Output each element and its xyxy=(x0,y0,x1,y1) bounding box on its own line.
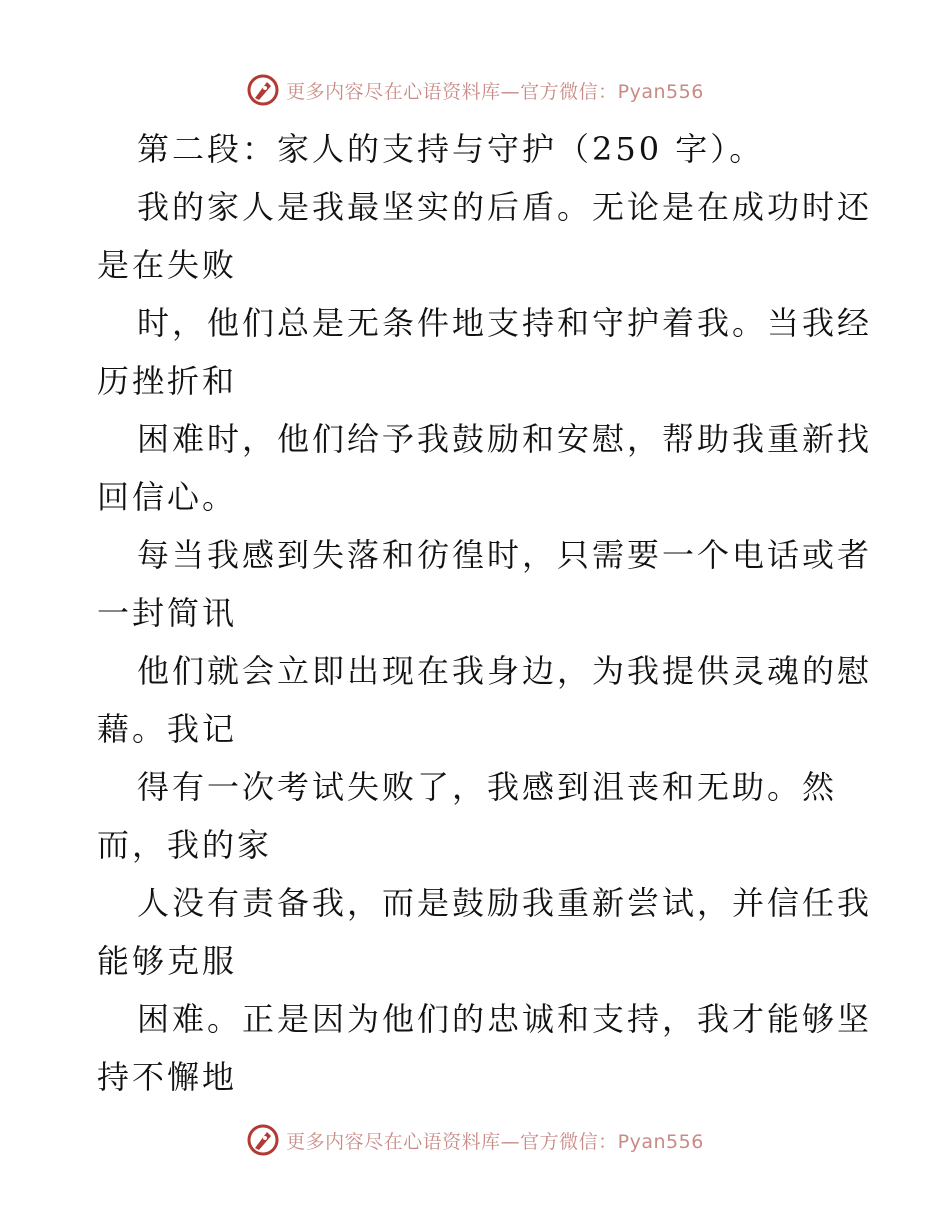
text-line: 历挫折和 xyxy=(97,362,238,400)
text-line: 他们就会立即出现在我身边，为我提供灵魂的慰 xyxy=(137,652,873,690)
watermark-text: 更多内容尽在心语资料库—官方微信：Pyan556 xyxy=(286,80,704,103)
header-watermark xyxy=(0,70,950,110)
document-body xyxy=(97,120,873,1106)
text-line: 是在失败 xyxy=(97,246,238,284)
pen-nib-logo-icon xyxy=(246,73,280,107)
text-line: 藉。我记 xyxy=(97,710,238,748)
text-line: 能够克服 xyxy=(97,942,238,980)
text-line: 人没有责备我，而是鼓励我重新尝试，并信任我 xyxy=(137,884,873,922)
footer-watermark xyxy=(0,1120,950,1160)
text-line: 困难时，他们给予我鼓励和安慰，帮助我重新找 xyxy=(137,420,873,458)
text-line: 而，我的家 xyxy=(97,826,273,864)
text-line: 每当我感到失落和彷徨时，只需要一个电话或者 xyxy=(137,536,873,574)
pen-nib-logo-icon xyxy=(246,1123,280,1157)
text-line: 持不懈地 xyxy=(97,1058,238,1096)
watermark-text: 更多内容尽在心语资料库—官方微信：Pyan556 xyxy=(286,1130,704,1153)
text-line: 我的家人是我最坚实的后盾。无论是在成功时还 xyxy=(137,188,873,226)
text-line: 得有一次考试失败了，我感到沮丧和无助。然 xyxy=(137,768,838,806)
text-line: 一封简讯 xyxy=(97,594,238,632)
text-line: 回信心。 xyxy=(97,478,238,516)
text-line: 困难。正是因为他们的忠诚和支持，我才能够坚 xyxy=(137,1000,873,1038)
text-line: 第二段：家人的支持与守护（250 字）。 xyxy=(137,130,765,168)
text-line: 时，他们总是无条件地支持和守护着我。当我经 xyxy=(137,304,873,342)
